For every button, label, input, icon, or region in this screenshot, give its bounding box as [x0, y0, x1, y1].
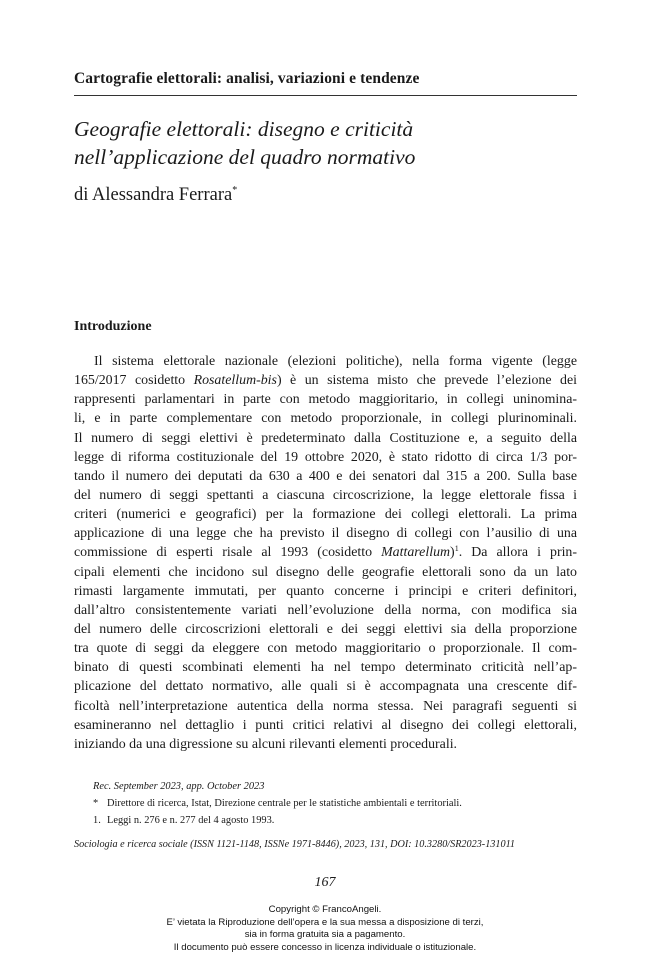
footnote-text: Leggi n. 276 e n. 277 del 4 agosto 1993.	[107, 815, 275, 826]
section-heading: Introduzione	[74, 319, 152, 334]
paragraph-line: del numero di seggi spettanti a ciascuna circoscrizione, la legge elettorale fissa i	[74, 487, 577, 503]
paragraph-line: del numero delle circoscrizioni elettorali e dei seggi elettivi sia della proporzione	[74, 621, 577, 637]
copyright-line: sia in forma gratuita sia a pagamento.	[244, 929, 406, 940]
copyright-line: Copyright © FrancoAngeli.	[268, 904, 382, 915]
footnote-1	[93, 812, 573, 829]
emphasis-term: Rosatellum-bis	[193, 373, 277, 389]
header-rule	[74, 95, 577, 96]
paragraph-line: commissione di esperti risale al 1993 (cosidetto Mattarellum)$^1$. Da allora i prin-	[74, 544, 578, 561]
paragraph-line: tra quote di seggi da eleggere con metodo maggioritario o proporzionale. Il com-	[74, 641, 577, 657]
paragraph-line: plicazione del dettato normativo, alle quali si è accompagnata una crescente dif-	[74, 679, 577, 695]
received-dates: Rec. September 2023, app. October 2023	[93, 781, 265, 792]
journal-citation: Sociologia e ricerca sociale (ISSN 1121-1148, ISSNe 1971-8446), 2023, 131, DOI: 10.3280/SR2023-131011	[74, 839, 516, 850]
paragraph-line: binato di questi scombinati elementi ha nel tempo determinato criticità nell’ap-	[74, 660, 577, 676]
body-paragraph	[74, 352, 577, 754]
emphasis-term: Mattarellum	[381, 545, 451, 561]
page-number: 167	[314, 875, 336, 890]
paragraph-line: rappresenti parlamentari in parte con metodo maggioritario, in collegi uninomina-	[74, 392, 577, 408]
paragraph-line: 165/2017 cosidetto Rosatellum-bis) è un sistema misto che prevede l’elezione dei	[74, 373, 577, 389]
paragraph-line: applicazione di una legge che ha previsto il disegno di collegi con l’ausilio di una	[74, 526, 577, 542]
author-byline	[74, 185, 237, 206]
article-title	[74, 115, 594, 171]
footnote-mark: *	[93, 798, 99, 809]
paragraph-line: tando il numero dei deputati da 630 a 400 e dei senatori dal 315 a 200. Sulla base	[74, 468, 577, 484]
paragraph-line: legge di riforma costituzionale del 19 ottobre 2020, è stato ridotto di circa 1/3 por-	[74, 449, 577, 465]
paragraph-line: ficoltà nell’interpretazione autentica della norma stessa. Nei paragrafi seguenti si	[74, 698, 577, 714]
paragraph-line: Il numero di seggi elettivi è predeterminato dalla Costituzione e, a seguito della	[74, 430, 577, 446]
paragraph-line: esamineranno nel dettaglio i punti critici relativi al disegno dei collegi elettorali,	[74, 717, 577, 733]
paragraph-line: rimasti largamente immutati, per quanto concerne i principi e criteri definitori,	[74, 583, 577, 599]
paragraph-line: Il sistema elettorale nazionale (elezioni politiche), nella forma vigente (legge	[94, 354, 577, 369]
paragraph-line: iniziando da una digressione su alcuni rilevanti elementi procedurali.	[74, 736, 458, 752]
title-line: nell’applicazione del quadro normativo	[74, 145, 416, 169]
footnote-ref[interactable]: 1	[454, 544, 459, 554]
footnote-text: Direttore di ricerca, Istat, Direzione centrale per le statistiche ambientali e territoriali.	[107, 798, 462, 809]
paragraph-line: li, e in parte complementare con metodo proporzionale, in collegi plurinominali.	[74, 411, 577, 427]
copyright-line: E’ vietata la Riproduzione dell’opera e la sua messa a disposizione di terzi,	[166, 916, 484, 928]
author-footnote-mark: *	[232, 185, 238, 196]
author-name: di Alessandra Ferrara	[74, 185, 233, 205]
paragraph-line: cipali elementi che incidono sul disegno delle geografie elettorali sono da un lato	[74, 564, 577, 580]
copyright-line: Il documento può essere concesso in licenza individuale o istituzionale.	[173, 941, 477, 953]
footnote-mark: 1.	[93, 815, 101, 826]
paragraph-line: criteri (numerici e geografici) per la formazione dei collegi elettorali. La prima	[74, 507, 577, 523]
footnotes	[93, 778, 573, 829]
paragraph-line: dall’altro consistentemente variati nell’evoluzione della norma, con modifica sia	[74, 602, 577, 618]
footnote-author	[93, 795, 573, 812]
title-line: Geografie elettorali: disegno e criticità	[74, 117, 414, 141]
copyright-notice	[0, 904, 650, 954]
running-head: Cartografie elettorali: analisi, variazioni e tendenze	[74, 70, 420, 87]
